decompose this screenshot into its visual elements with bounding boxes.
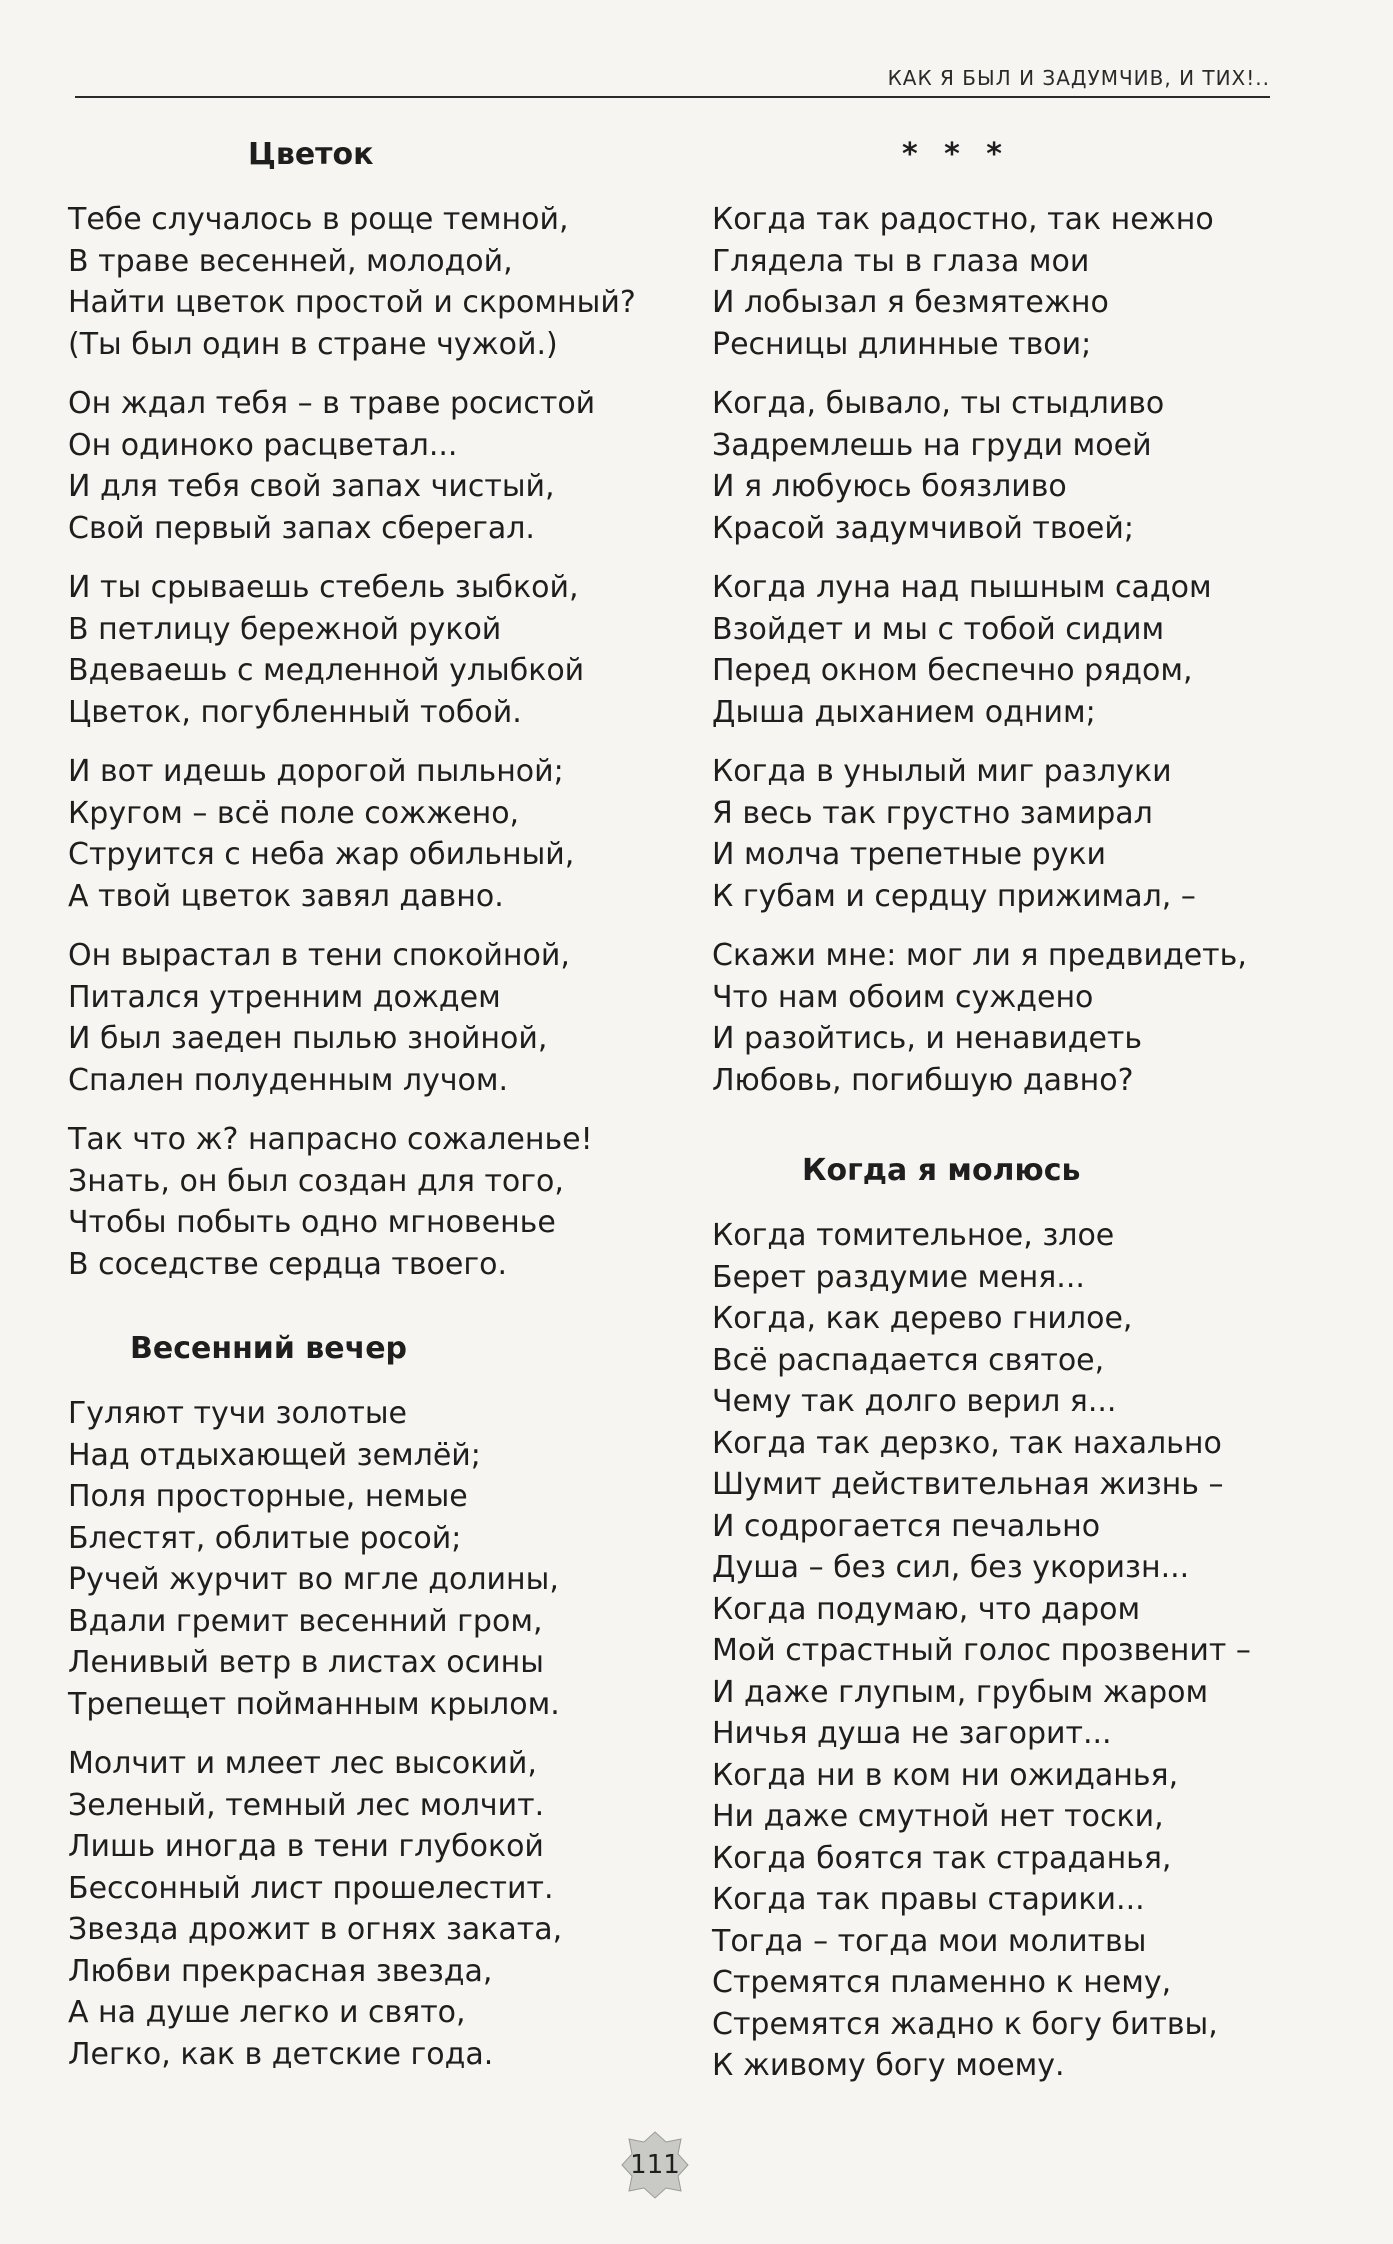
verse-line: И вот идешь дорогой пыльной;: [68, 754, 564, 789]
poem-title: Весенний вечер: [130, 1331, 408, 1366]
verse-line: Всё распадается святое,: [712, 1342, 1105, 1378]
verse-line: Любовь, погибшую давно?: [712, 1062, 1134, 1098]
stanza: [68, 199, 688, 365]
stanza: [68, 1743, 688, 2075]
verse-line: Когда луна над пышным садом: [712, 570, 1212, 605]
stanza: [68, 1119, 688, 1285]
verse-line: Он одиноко расцветал...: [68, 427, 458, 463]
header-rule: [75, 96, 1270, 98]
verse-line: Ручей журчит во мгле долины,: [68, 1562, 559, 1597]
verse-line: Тогда – тогда мои молитвы: [712, 1923, 1147, 1959]
verse-line: Мой страстный голос прозвенит –: [712, 1633, 1251, 1668]
verse-line: Вдеваешь с медленной улыбкой: [68, 653, 585, 688]
verse-line: Глядела ты в глаза мои: [712, 243, 1090, 279]
verse-line: Красой задумчивой твоей;: [712, 510, 1134, 546]
stanza: [68, 567, 688, 733]
right-column: [712, 135, 1332, 2105]
verse-line: Ресницы длинные твои;: [712, 326, 1092, 362]
verse-line: Струится с неба жар обильный,: [68, 837, 575, 872]
verse-line: Спален полуденным лучом.: [68, 1062, 509, 1098]
verse-line: Любви прекрасная звезда,: [68, 1953, 493, 1989]
verse-line: А твой цветок завял давно.: [68, 878, 504, 914]
verse-line: Трепещет пойманным крылом.: [68, 1686, 560, 1722]
verse-line: И молча трепетные руки: [712, 837, 1107, 872]
verse-line: Когда так правы старики...: [712, 1882, 1145, 1917]
verse-line: И содрогается печально: [712, 1508, 1101, 1544]
verse-line: Знать, он был создан для того,: [68, 1163, 564, 1199]
verse-line: Чему так долго верил я...: [712, 1384, 1117, 1419]
poem-title-asterisks: * * *: [902, 137, 1010, 172]
verse-line: Найти цветок простой и скромный?: [68, 285, 636, 320]
verse-line: Цветок, погубленный тобой.: [68, 694, 522, 730]
verse-line: Вдали гремит весенний гром,: [68, 1603, 543, 1639]
verse-line: Над отдыхающей землёй;: [68, 1437, 481, 1473]
poem-vesenniy-vecher: [68, 1329, 688, 2075]
poem-untitled: [712, 135, 1332, 1101]
poem-kogda-ya-molyus: [712, 1151, 1332, 2087]
verse-line: Лишь иногда в тени глубокой: [68, 1829, 544, 1864]
stanza: [712, 935, 1332, 1101]
verse-line: (Ты был один в стране чужой.): [68, 326, 558, 362]
verse-line: Берет раздумие меня...: [712, 1259, 1085, 1295]
verse-line: И был заеден пылью знойной,: [68, 1021, 548, 1056]
verse-line: Когда в унылый миг разлуки: [712, 754, 1172, 789]
verse-line: В траве весенней, молодой,: [68, 243, 513, 279]
page-header: [75, 62, 1270, 98]
poem-body: [712, 199, 1332, 1101]
verse-line: А на душе легко и свято,: [68, 1995, 466, 2030]
verse-line: Стремятся жадно к богу битвы,: [712, 2006, 1218, 2042]
verse-line: Дыша дыханием одним;: [712, 694, 1096, 730]
verse-line: Кругом – всё поле сожжено,: [68, 795, 520, 831]
verse-line: Когда так дерзко, так нахально: [712, 1425, 1222, 1461]
verse-line: И для тебя свой запах чистый,: [68, 469, 555, 504]
verse-line: Молчит и млеет лес высокий,: [68, 1746, 537, 1781]
verse-line: Перед окном беспечно рядом,: [712, 653, 1193, 688]
poem-tsvetok: [68, 135, 688, 1285]
verse-line: К живому богу моему.: [712, 2048, 1065, 2083]
poem-body: [68, 199, 688, 1285]
verse-line: Душа – без сил, без укоризн...: [712, 1550, 1190, 1585]
verse-line: Когда ни в ком ни ожиданья,: [712, 1757, 1179, 1793]
verse-line: И лобызал я безмятежно: [712, 285, 1109, 320]
stanza: [712, 199, 1332, 365]
verse-line: Что нам обоим суждено: [712, 979, 1094, 1015]
stanza: [68, 935, 688, 1101]
verse-line: Питался утренним дождем: [68, 979, 501, 1015]
verse-line: Легко, как в детские года.: [68, 2036, 494, 2072]
verse-line: Шумит действительная жизнь –: [712, 1467, 1224, 1502]
verse-line: И даже глупым, грубым жаром: [712, 1674, 1209, 1710]
page-number: 111: [630, 2150, 680, 2180]
verse-line: К губам и сердцу прижимал, –: [712, 878, 1196, 914]
verse-line: Когда так радостно, так нежно: [712, 202, 1214, 237]
verse-line: Когда, как дерево гнилое,: [712, 1301, 1133, 1336]
verse-line: Когда подумаю, что даром: [712, 1591, 1141, 1627]
verse-line: Бессонный лист прошелестит.: [68, 1870, 554, 1906]
verse-line: В петлицу бережной рукой: [68, 611, 502, 647]
verse-line: Тебе случалось в роще темной,: [68, 202, 569, 237]
poem-body: [712, 1215, 1332, 2087]
verse-line: Когда боятся так страданья,: [712, 1840, 1172, 1876]
verse-line: Он ждал тебя – в траве росистой: [68, 386, 596, 421]
verse-line: Так что ж? напрасно сожаленье!: [68, 1122, 593, 1157]
verse-line: И ты срываешь стебель зыбкой,: [68, 570, 579, 605]
verse-line: Ленивый ветр в листах осины: [68, 1645, 544, 1680]
verse-line: В соседстве сердца твоего.: [68, 1246, 507, 1282]
verse-line: И я любуюсь боязливо: [712, 469, 1067, 504]
stanza: [68, 751, 688, 917]
verse-line: Блестят, облитые росой;: [68, 1520, 462, 1556]
verse-line: Свой первый запах сберегал.: [68, 510, 535, 546]
poem-body: [68, 1393, 688, 2075]
verse-line: Поля просторные, немые: [68, 1479, 468, 1514]
stanza: [712, 751, 1332, 917]
verse-line: Он вырастал в тени спокойной,: [68, 938, 570, 973]
verse-line: Звезда дрожит в огнях заката,: [68, 1912, 563, 1947]
verse-line: Когда, бывало, ты стыдливо: [712, 386, 1165, 421]
stanza: [712, 567, 1332, 733]
stanza: [68, 1393, 688, 1725]
poem-title: Когда я молюсь: [802, 1153, 1081, 1188]
verse-line: Гуляют тучи золотые: [68, 1396, 407, 1431]
page-number-badge: [620, 2130, 690, 2200]
left-column: [68, 135, 688, 2093]
poem-title: Цветок: [248, 137, 374, 172]
verse-line: Скажи мне: мог ли я предвидеть,: [712, 938, 1247, 973]
verse-line: И разойтись, и ненавидеть: [712, 1021, 1143, 1056]
verse-line: Зеленый, темный лес молчит.: [68, 1787, 545, 1823]
verse-line: Ничья душа не загорит...: [712, 1716, 1112, 1751]
verse-line: Ни даже смутной нет тоски,: [712, 1799, 1164, 1834]
verse-line: Когда томительное, злое: [712, 1218, 1115, 1253]
stanza: [68, 383, 688, 549]
verse-line: Чтобы побыть одно мгновенье: [68, 1205, 556, 1240]
stanza: [712, 1215, 1332, 2087]
stanza: [712, 383, 1332, 549]
verse-line: Задремлешь на груди моей: [712, 427, 1152, 463]
verse-line: Стремятся пламенно к нему,: [712, 1965, 1172, 2000]
verse-line: Я весь так грустно замирал: [712, 795, 1153, 831]
verse-line: Взойдет и мы с тобой сидим: [712, 611, 1165, 647]
running-title: КАК Я БЫЛ И ЗАДУМЧИВ, И ТИХ!..: [887, 66, 1270, 90]
